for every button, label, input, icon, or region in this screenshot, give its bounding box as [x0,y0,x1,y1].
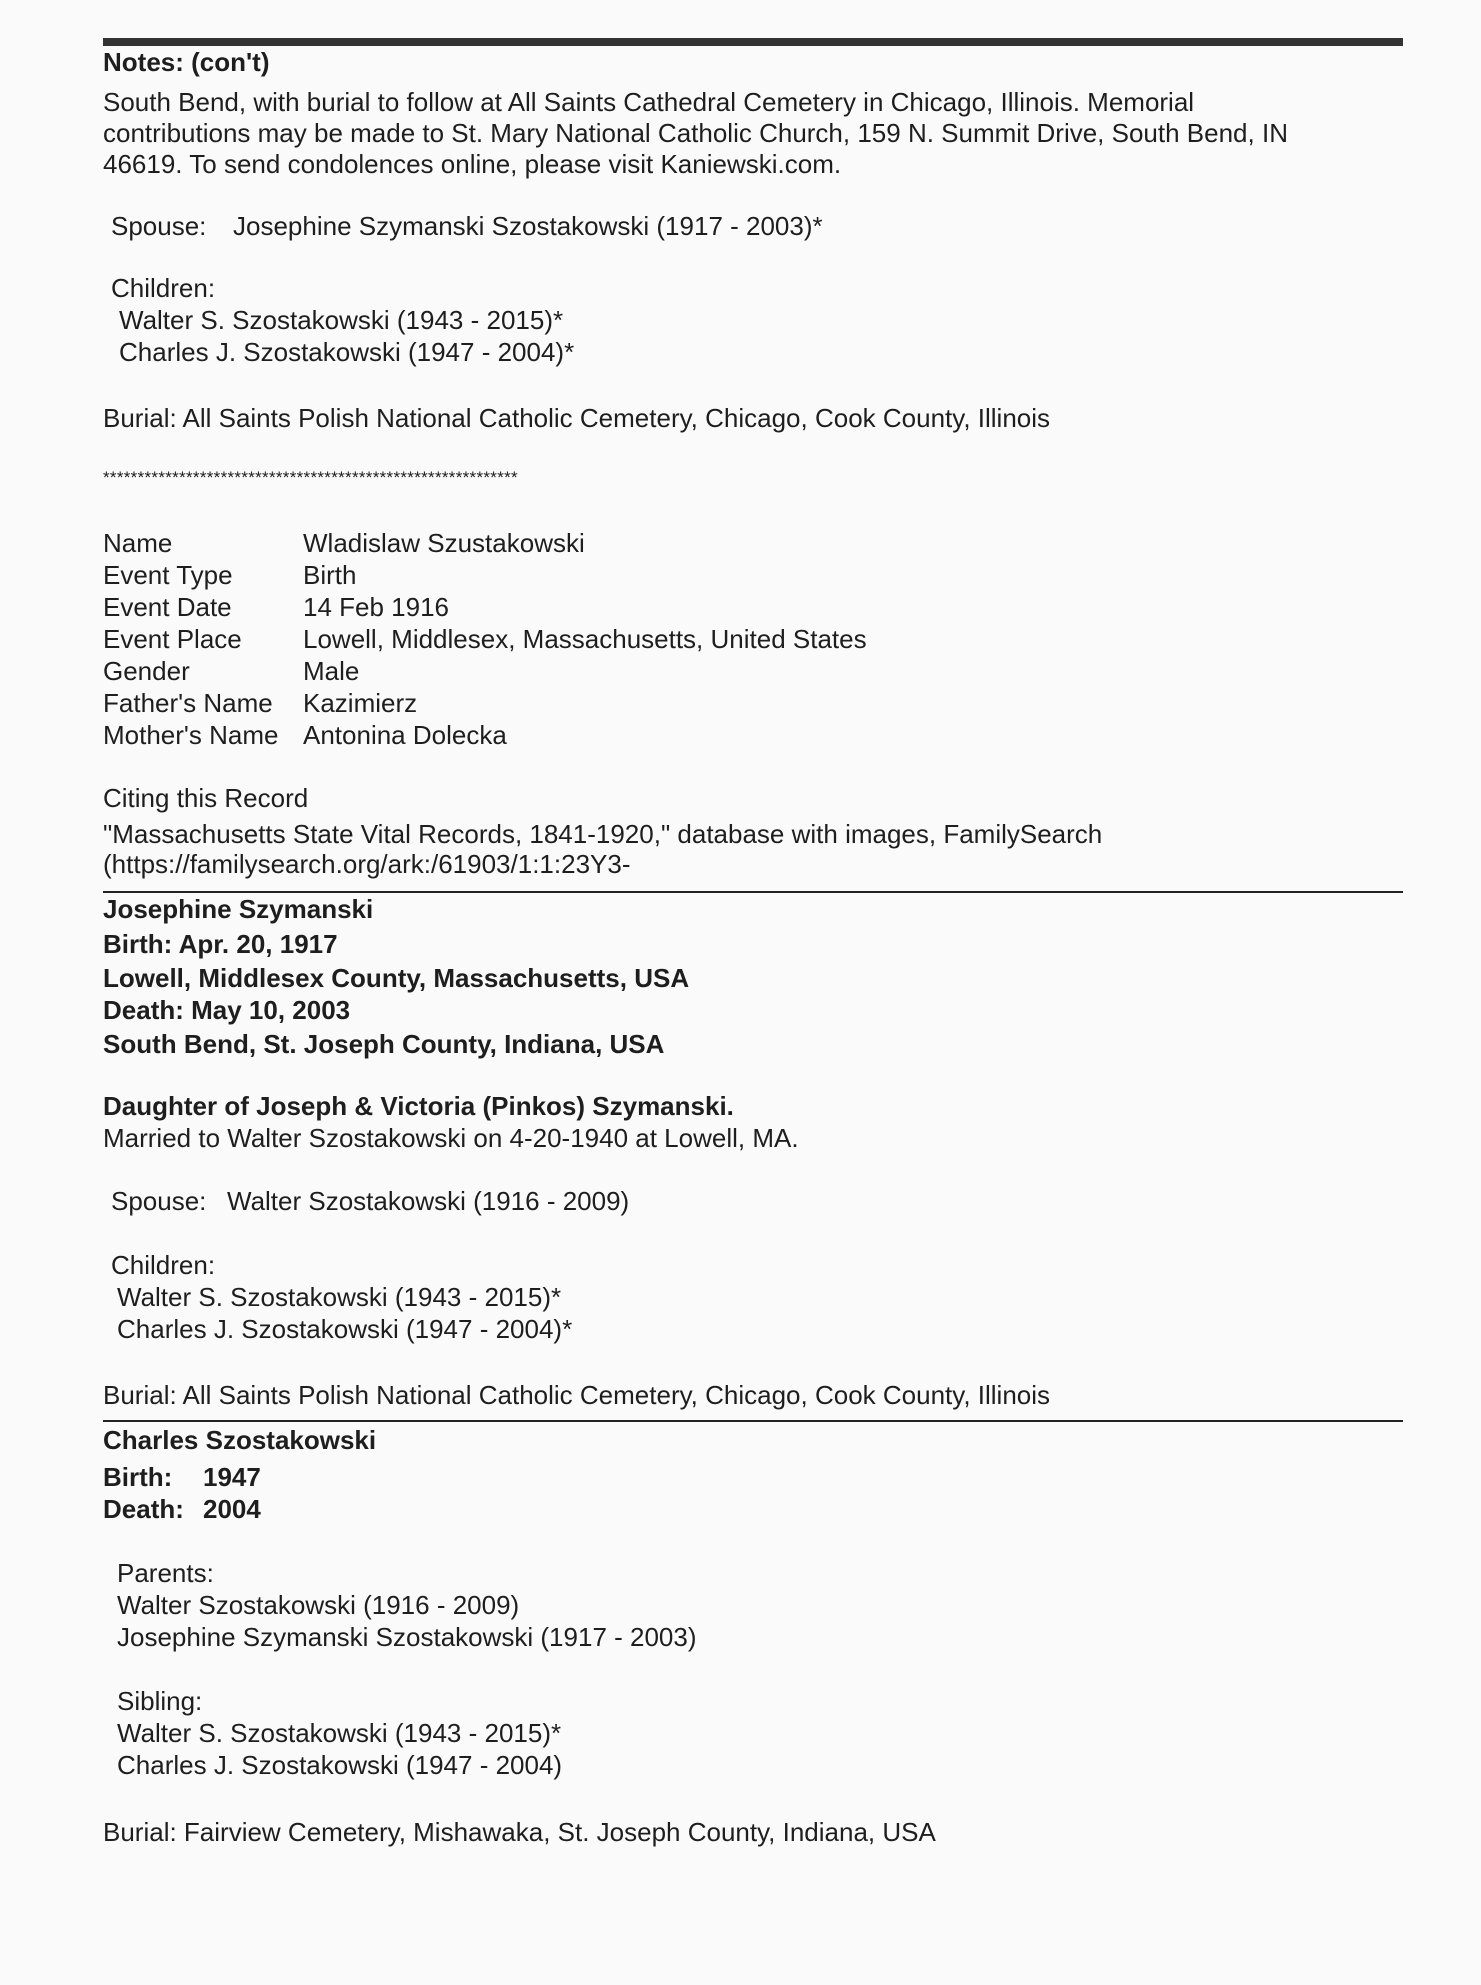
sibling-label: Sibling: [117,1686,203,1716]
top-rule [103,38,1403,46]
child-item: Charles J. Szostakowski (1947 - 2004)* [119,337,575,367]
field-value: Birth [303,560,357,590]
parent-item: Josephine Szymanski Szostakowski (1917 - 2003) [117,1622,697,1652]
notes-line: contributions may be made to St. Mary National Catholic Church, 159 N. Summit Drive, South Bend, IN [103,118,1288,148]
child-item: Walter S. Szostakowski (1943 - 2015)* [117,1282,562,1312]
death-value: 2004 [203,1494,261,1524]
burial-line: Burial: All Saints Polish National Catholic Cemetery, Chicago, Cook County, Illinois [103,1380,1051,1410]
parent-item: Walter Szostakowski (1916 - 2009) [117,1590,520,1620]
field-label: Event Place [103,624,242,654]
field-value: Antonina Dolecka [303,720,507,750]
field-label: Father's Name [103,688,273,718]
field-label: Event Type [103,560,233,590]
parents-label: Parents: [117,1558,214,1588]
section-divider [103,1420,1403,1422]
death-place: South Bend, St. Joseph County, Indiana, USA [103,1029,665,1059]
death-label: Death: [103,1494,184,1524]
field-label: Gender [103,656,190,686]
person-name: Josephine Szymanski [103,894,374,924]
spouse-label: Spouse: [111,1186,207,1216]
child-item: Walter S. Szostakowski (1943 - 2015)* [119,305,564,335]
children-label: Children: [111,273,216,303]
birth-value: 1947 [203,1462,261,1492]
citing-line: (https://familysearch.org/ark:/61903/1:1:23Y3- [103,849,631,879]
notes-header: Notes: (con't) [103,47,270,77]
daughter-of: Daughter of Joseph & Victoria (Pinkos) Szymanski. [103,1091,734,1121]
spouse-value: Walter Szostakowski (1916 - 2009) [227,1186,630,1216]
field-value: Lowell, Middlesex, Massachusetts, United States [303,624,867,654]
children-label: Children: [111,1250,216,1280]
married-line: Married to Walter Szostakowski on 4-20-1940 at Lowell, MA. [103,1123,799,1153]
birth-line: Birth: Apr. 20, 1917 [103,929,338,959]
field-label: Name [103,528,173,558]
citing-label: Citing this Record [103,783,309,813]
field-value: Wladislaw Szustakowski [303,528,585,558]
birth-place: Lowell, Middlesex County, Massachusetts, USA [103,963,690,993]
citing-line: "Massachusetts State Vital Records, 1841-1920," database with images, FamilySearch [103,819,1103,849]
notes-line: 46619. To send condolences online, please visit Kaniewski.com. [103,149,842,179]
death-line: Death: May 10, 2003 [103,995,351,1025]
burial-line: Burial: All Saints Polish National Catholic Cemetery, Chicago, Cook County, Illinois [103,403,1051,433]
field-value: Kazimierz [303,688,418,718]
notes-line: South Bend, with burial to follow at All Saints Cathedral Cemetery in Chicago, Illinois. Memorial [103,87,1195,117]
child-item: Charles J. Szostakowski (1947 - 2004)* [117,1314,573,1344]
asterisk-separator: ************************************************************ [103,468,518,487]
person-name: Charles Szostakowski [103,1425,377,1455]
field-label: Event Date [103,592,232,622]
spouse-label: Spouse: [111,211,207,241]
sibling-item: Walter S. Szostakowski (1943 - 2015)* [117,1718,562,1748]
spouse-value: Josephine Szymanski Szostakowski (1917 - 2003)* [233,211,823,241]
burial-line: Burial: Fairview Cemetery, Mishawaka, St. Joseph County, Indiana, USA [103,1817,936,1847]
sibling-item: Charles J. Szostakowski (1947 - 2004) [117,1750,563,1780]
field-value: Male [303,656,360,686]
field-value: 14 Feb 1916 [303,592,450,622]
birth-label: Birth: [103,1462,173,1492]
field-label: Mother's Name [103,720,279,750]
